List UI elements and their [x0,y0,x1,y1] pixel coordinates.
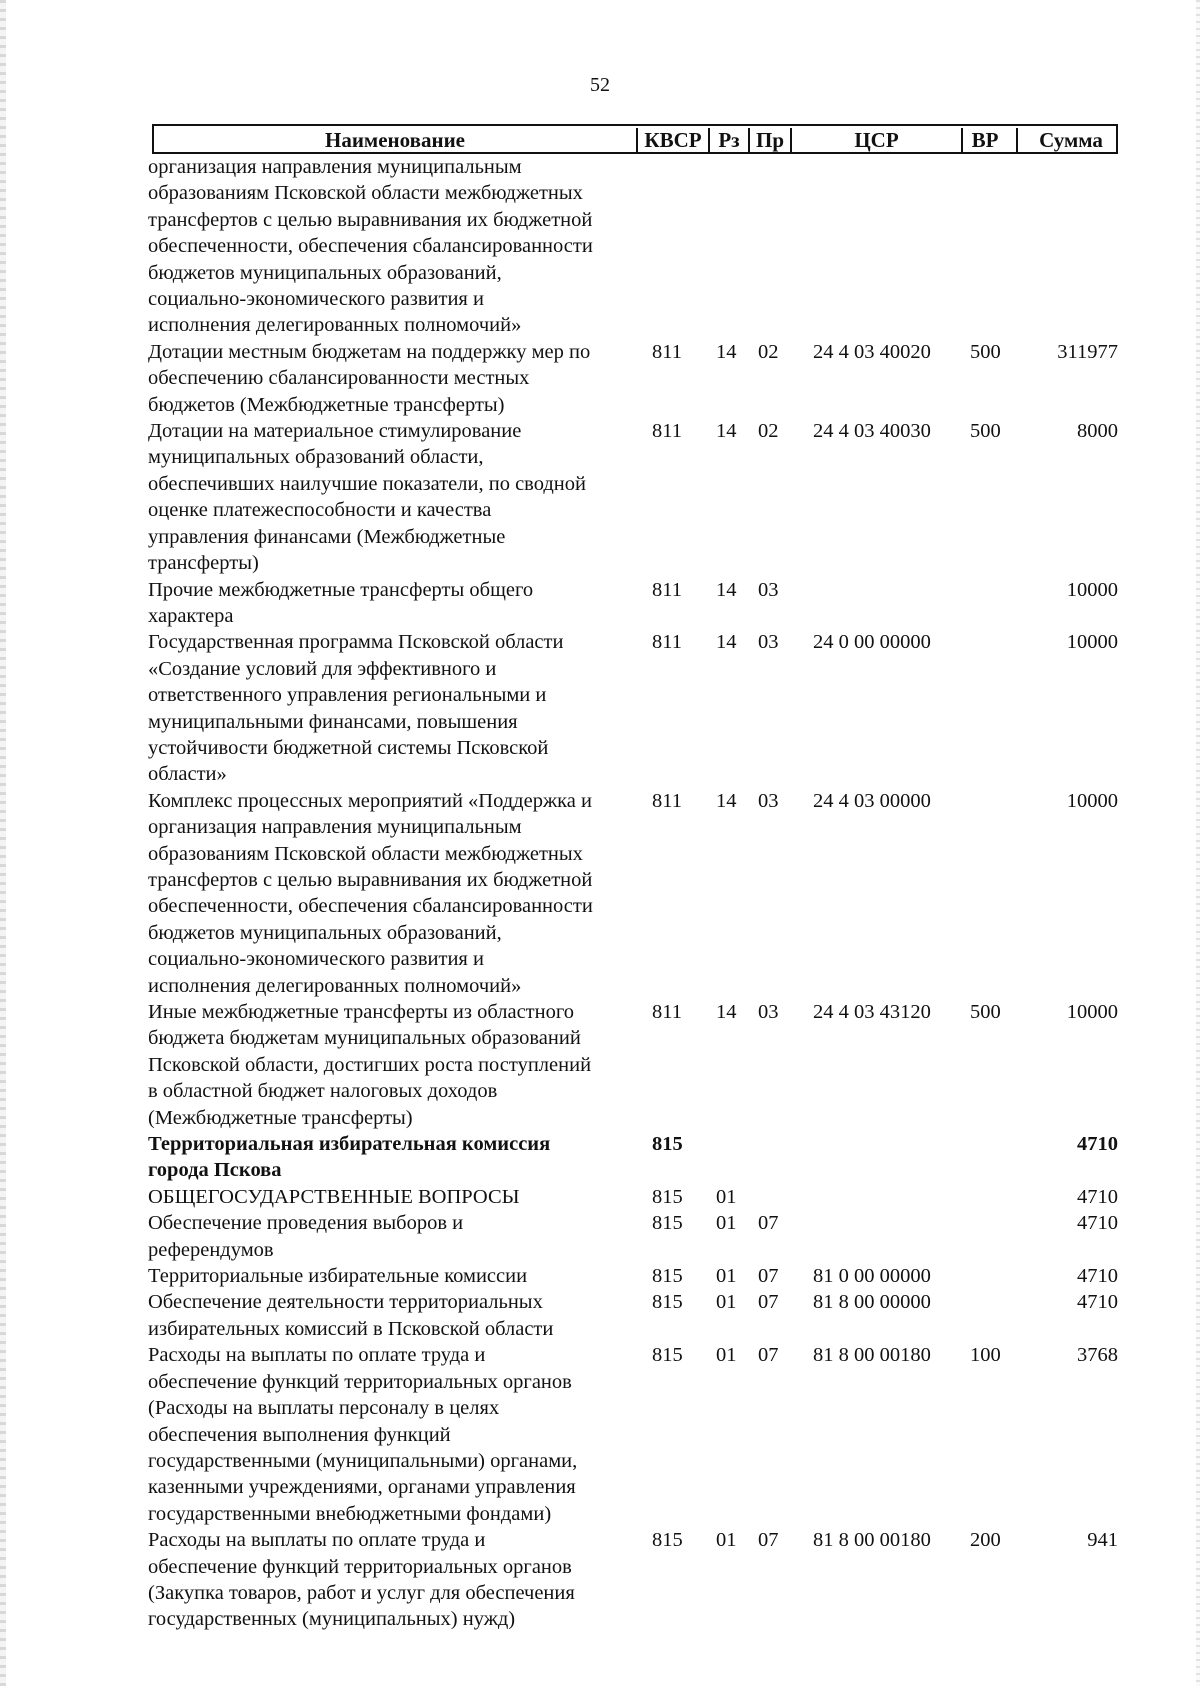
row-pr: 07 [758,1529,779,1552]
header-pr: Пр [755,128,784,152]
table-body [148,154,1128,1633]
table-row [148,629,1128,787]
row-kvsr: 815 [652,1344,683,1367]
row-kvsr: 811 [652,420,682,443]
row-name: Прочие межбюджетные трансферты общего характера [148,578,534,627]
row-name: Дотации местным бюджетам на поддержку мер по обеспечению сбалансированности местных бюджетов (Межбюджетные трансферты) [148,340,591,416]
row-sum: 941 [1087,1529,1118,1552]
row-rz: 01 [716,1212,737,1235]
row-name: Территориальная избирательная комиссия города Пскова [148,1133,551,1182]
row-kvsr: 815 [652,1212,683,1235]
row-name: Расходы на выплаты по оплате труда и обеспечение функций территориальных органов (Закупка товаров, работ и услуг для обеспечения государственных (муниципальных) нужд) [148,1529,575,1631]
row-sum: 10000 [1066,631,1118,654]
row-rz: 14 [716,340,737,363]
row-rz: 01 [716,1185,737,1208]
row-name: Дотации на материальное стимулирование муниципальных образований области, обеспечивших наилучшие показатели, по сводной оценке платежеспособности и качества управления финансами (Межбюджетные трансферты) [148,420,586,575]
row-rz: 01 [716,1265,737,1288]
header-divider [636,128,638,152]
table-row [148,1342,1128,1527]
row-pr: 03 [758,631,779,654]
row-sum: 4710 [1077,1212,1118,1235]
header-divider [790,128,792,152]
row-vr: 100 [970,1344,1001,1367]
table-row [148,1210,1128,1263]
row-name: Обеспечение деятельности территориальных избирательных комиссий в Псковской области [148,1291,554,1340]
table-row [148,577,1128,630]
table-row [148,418,1128,576]
row-name: Иные межбюджетные трансферты из областного бюджета бюджетам муниципальных образований Псковской области, достигших роста поступлений в областной бюджет налоговых доходов (Межбюджетные трансферты) [148,1001,592,1129]
row-sum: 10000 [1066,1001,1118,1023]
table-row [148,1184,1128,1210]
table-header [152,124,1118,154]
row-csr: 24 4 03 40020 [813,340,931,363]
row-pr: 07 [758,1212,779,1235]
row-pr: 03 [758,789,779,812]
header-kvsr: КВСР [644,128,702,152]
row-csr: 24 4 03 43120 [813,1001,931,1023]
row-kvsr: 815 [652,1185,683,1208]
row-rz: 01 [716,1344,737,1367]
row-sum: 10000 [1066,789,1118,812]
row-kvsr: 815 [652,1265,683,1288]
row-name: Обеспечение проведения выборов и референдумов [148,1212,464,1261]
row-name: ОБЩЕГОСУДАРСТВЕННЫЕ ВОПРОСЫ [148,1185,520,1208]
scan-edge-left [0,0,6,1686]
row-kvsr: 815 [652,1529,683,1552]
row-name: Расходы на выплаты по оплате труда и обеспечение функций территориальных органов (Расходы на выплаты персоналу в целях обеспечения выполнения функций государственными (муниципальными) органами, казенными учреждениями, органами управления государственными внебюджетными фондами) [148,1344,578,1525]
row-rz: 14 [716,631,737,654]
row-pr: 03 [758,1001,779,1023]
row-kvsr: 815 [652,1291,683,1314]
table-row [148,999,1128,1131]
row-kvsr: 815 [652,1133,683,1156]
row-name: Территориальные избирательные комиссии [148,1265,528,1288]
page-number: 52 [590,74,610,96]
row-kvsr: 811 [652,789,682,812]
header-divider [708,128,710,152]
row-sum: 4710 [1077,1291,1118,1314]
table-row [148,1527,1128,1633]
table-row [148,788,1128,999]
row-sum: 4710 [1077,1265,1118,1288]
row-csr: 24 0 00 00000 [813,631,931,654]
row-sum: 4710 [1077,1133,1118,1156]
row-name: организация направления муниципальным образованиям Псковской области межбюджетных трансфертов с целью выравнивания их бюджетной обеспеченности, обеспечения сбалансированности бюджетов муниципальных образований, социально-экономического развития и исполнения делегированных полномочий» [148,156,593,337]
row-name: Государственная программа Псковской области «Создание условий для эффективного и ответственного управления региональными и муниципальными финансами, повышения устойчивости бюджетной системы Псковской области» [148,631,564,786]
row-csr: 81 8 00 00180 [813,1529,931,1552]
row-pr: 07 [758,1291,779,1314]
header-divider [961,128,963,152]
row-sum: 3768 [1077,1344,1118,1367]
row-csr: 24 4 03 40030 [813,420,931,443]
header-vr: ВР [971,128,999,152]
row-csr: 81 8 00 00180 [813,1344,931,1367]
row-pr: 02 [758,340,779,363]
row-rz: 14 [716,789,737,812]
row-vr: 500 [970,1001,1001,1023]
table-row [148,1263,1128,1289]
row-rz: 14 [716,420,737,443]
table-row [148,1289,1128,1342]
row-rz: 01 [716,1291,737,1314]
row-pr: 07 [758,1344,779,1367]
row-rz: 14 [716,578,737,601]
row-csr: 81 8 00 00000 [813,1291,931,1314]
row-rz: 01 [716,1529,737,1552]
header-rz: Рз [718,128,740,152]
row-sum: 4710 [1077,1185,1118,1208]
scan-edge-right [1196,0,1200,1686]
row-kvsr: 811 [652,1001,682,1023]
row-vr: 200 [970,1529,1001,1552]
row-vr: 500 [970,340,1001,363]
row-sum: 10000 [1066,578,1118,601]
header-sum: Сумма [1039,128,1103,152]
row-sum: 8000 [1077,420,1118,443]
row-pr: 03 [758,578,779,601]
table-row [148,339,1128,418]
header-name: Наименование [325,128,465,152]
row-rz: 14 [716,1001,737,1023]
row-kvsr: 811 [652,340,682,363]
row-kvsr: 811 [652,631,682,654]
header-csr: ЦСР [854,128,899,152]
row-sum: 311977 [1057,340,1118,363]
row-pr: 02 [758,420,779,443]
row-csr: 24 4 03 00000 [813,789,931,812]
row-pr: 07 [758,1265,779,1288]
table-row [148,154,1128,339]
header-divider [1016,128,1018,152]
row-vr: 500 [970,420,1001,443]
table-row [148,1131,1128,1184]
row-csr: 81 0 00 00000 [813,1265,931,1288]
row-name: Комплекс процессных мероприятий «Поддержка и организация направления муниципальным образованиям Псковской области межбюджетных трансфертов с целью выравнивания их бюджетной обеспеченности, обеспечения сбалансированности бюджетов муниципальных образований, социально-экономического развития и исполнения делегированных полномочий» [148,789,593,997]
row-kvsr: 811 [652,578,682,601]
